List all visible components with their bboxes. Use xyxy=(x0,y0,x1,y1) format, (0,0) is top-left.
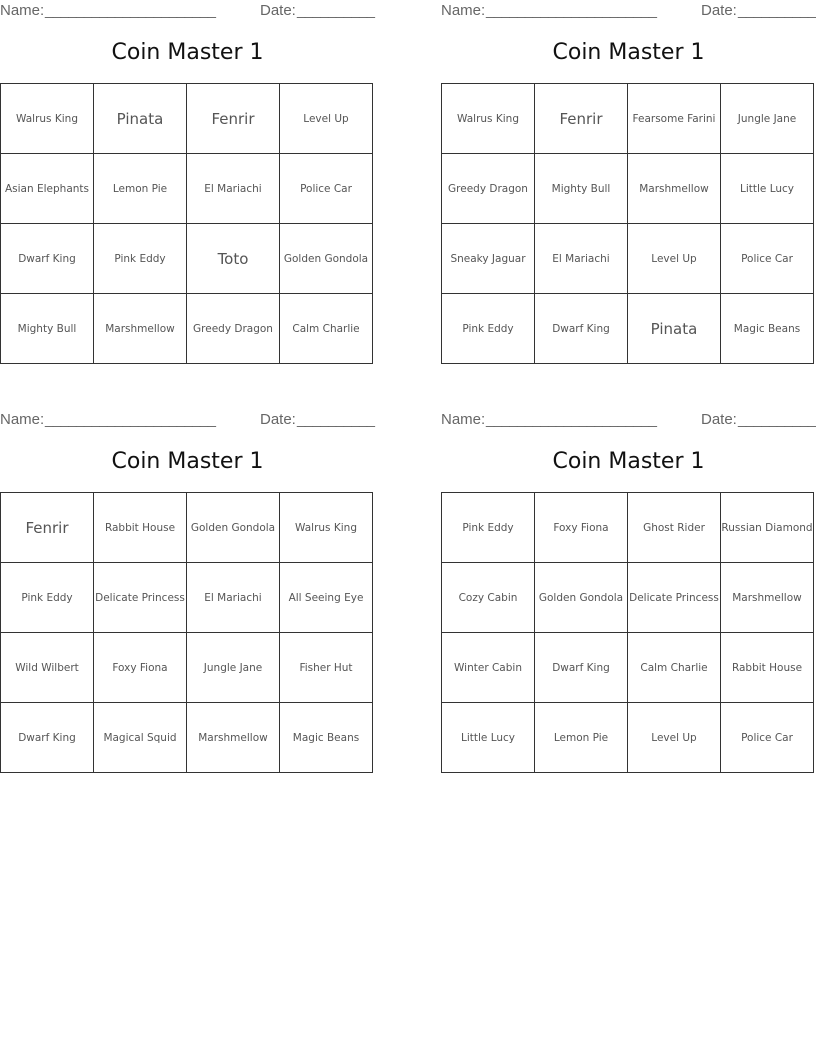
bingo-cell: Foxy Fiona xyxy=(535,493,628,563)
bingo-row xyxy=(1,294,373,364)
name-blank-line: ______________________ xyxy=(486,2,657,19)
bingo-row xyxy=(442,294,814,364)
bingo-row xyxy=(442,154,814,224)
bingo-cell: Magic Beans xyxy=(280,703,373,773)
name-label: Name: xyxy=(441,411,486,428)
name-label: Name: xyxy=(441,2,486,19)
bingo-cell: Fenrir xyxy=(1,493,94,563)
bingo-cell: Marshmellow xyxy=(628,154,721,224)
bingo-cell: Rabbit House xyxy=(721,633,814,703)
bingo-cell: Marshmellow xyxy=(721,563,814,633)
bingo-cell: Russian Diamond xyxy=(721,493,814,563)
bingo-cell: Golden Gondola xyxy=(280,224,373,294)
bingo-cell: Delicate Princess xyxy=(94,563,187,633)
bingo-row xyxy=(1,563,373,633)
date-blank-line: __________ xyxy=(297,2,375,19)
card-title: Coin Master 1 xyxy=(552,40,705,65)
date-label: Date: xyxy=(701,411,737,428)
bingo-cell: Little Lucy xyxy=(721,154,814,224)
bingo-cell: Calm Charlie xyxy=(280,294,373,364)
bingo-cell: Ghost Rider xyxy=(628,493,721,563)
bingo-cell: Dwarf King xyxy=(1,703,94,773)
bingo-cell: Dwarf King xyxy=(535,633,628,703)
bingo-cell: El Mariachi xyxy=(535,224,628,294)
bingo-cell: Pink Eddy xyxy=(1,563,94,633)
bingo-row xyxy=(1,493,373,563)
name-blank-line: ______________________ xyxy=(45,2,216,19)
bingo-cell: Dwarf King xyxy=(1,224,94,294)
bingo-row xyxy=(1,224,373,294)
bingo-cell: Magic Beans xyxy=(721,294,814,364)
bingo-row xyxy=(1,703,373,773)
bingo-grid xyxy=(0,492,373,773)
name-label: Name: xyxy=(0,2,45,19)
bingo-cell: Police Car xyxy=(280,154,373,224)
bingo-row xyxy=(1,84,373,154)
bingo-cell: Dwarf King xyxy=(535,294,628,364)
bingo-cell: El Mariachi xyxy=(187,563,280,633)
bingo-cell: Cozy Cabin xyxy=(442,563,535,633)
bingo-cell: Police Car xyxy=(721,703,814,773)
bingo-cell: Lemon Pie xyxy=(535,703,628,773)
date-label: Date: xyxy=(701,2,737,19)
bingo-cell: Rabbit House xyxy=(94,493,187,563)
bingo-cell: Magical Squid xyxy=(94,703,187,773)
bingo-cell: Mighty Bull xyxy=(535,154,628,224)
date-blank-line: __________ xyxy=(738,411,816,428)
name-blank-line: ______________________ xyxy=(45,411,216,428)
bingo-cell: Level Up xyxy=(628,224,721,294)
bingo-cell: Fisher Hut xyxy=(280,633,373,703)
bingo-cell: Delicate Princess xyxy=(628,563,721,633)
bingo-cell: Walrus King xyxy=(442,84,535,154)
bingo-cell: Asian Elephants xyxy=(1,154,94,224)
date-blank-line: __________ xyxy=(297,411,375,428)
bingo-cell: Golden Gondola xyxy=(535,563,628,633)
bingo-grid xyxy=(441,492,814,773)
bingo-cell: Golden Gondola xyxy=(187,493,280,563)
name-date-line xyxy=(0,2,375,20)
bingo-cell: Sneaky Jaguar xyxy=(442,224,535,294)
bingo-row xyxy=(442,703,814,773)
bingo-cell: Mighty Bull xyxy=(1,294,94,364)
bingo-cell: Police Car xyxy=(721,224,814,294)
bingo-cell: Lemon Pie xyxy=(94,154,187,224)
bingo-cell: Foxy Fiona xyxy=(94,633,187,703)
bingo-cell: Pinata xyxy=(94,84,187,154)
bingo-cell: Toto xyxy=(187,224,280,294)
bingo-cell: Pink Eddy xyxy=(442,493,535,563)
bingo-grid xyxy=(441,83,814,364)
bingo-cell: Jungle Jane xyxy=(721,84,814,154)
bingo-cell: Fenrir xyxy=(535,84,628,154)
date-label: Date: xyxy=(260,2,296,19)
card-title: Coin Master 1 xyxy=(111,449,264,474)
name-date-line xyxy=(441,2,816,20)
bingo-cell: Marshmellow xyxy=(94,294,187,364)
bingo-row xyxy=(442,84,814,154)
bingo-row xyxy=(442,633,814,703)
bingo-cell: Fenrir xyxy=(187,84,280,154)
card-title: Coin Master 1 xyxy=(111,40,264,65)
bingo-cell: Level Up xyxy=(628,703,721,773)
bingo-grid xyxy=(0,83,373,364)
bingo-row xyxy=(442,493,814,563)
bingo-cell: All Seeing Eye xyxy=(280,563,373,633)
name-date-line xyxy=(441,411,816,429)
bingo-cell: Marshmellow xyxy=(187,703,280,773)
bingo-row xyxy=(1,154,373,224)
date-blank-line: __________ xyxy=(738,2,816,19)
bingo-cell: Jungle Jane xyxy=(187,633,280,703)
bingo-cell: Fearsome Farini xyxy=(628,84,721,154)
bingo-cell: Walrus King xyxy=(1,84,94,154)
name-label: Name: xyxy=(0,411,45,428)
card-title: Coin Master 1 xyxy=(552,449,705,474)
bingo-cell: Pinata xyxy=(628,294,721,364)
bingo-cell: Level Up xyxy=(280,84,373,154)
bingo-row xyxy=(1,633,373,703)
bingo-cell: Pink Eddy xyxy=(94,224,187,294)
bingo-cell: Winter Cabin xyxy=(442,633,535,703)
bingo-cell: Walrus King xyxy=(280,493,373,563)
bingo-cell: Pink Eddy xyxy=(442,294,535,364)
bingo-row xyxy=(442,224,814,294)
bingo-cell: Little Lucy xyxy=(442,703,535,773)
bingo-cell: Calm Charlie xyxy=(628,633,721,703)
bingo-row xyxy=(442,563,814,633)
bingo-cell: El Mariachi xyxy=(187,154,280,224)
name-date-line xyxy=(0,411,375,429)
bingo-cell: Wild Wilbert xyxy=(1,633,94,703)
bingo-cell: Greedy Dragon xyxy=(442,154,535,224)
date-label: Date: xyxy=(260,411,296,428)
name-blank-line: ______________________ xyxy=(486,411,657,428)
bingo-cell: Greedy Dragon xyxy=(187,294,280,364)
